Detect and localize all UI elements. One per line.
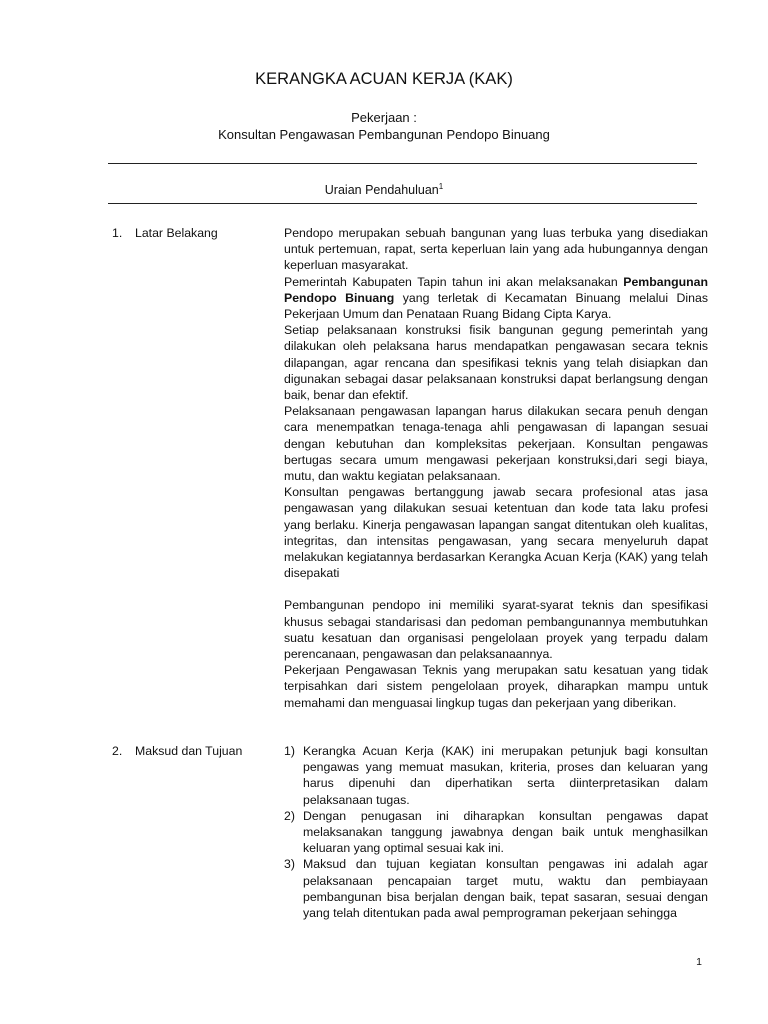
- project-name-bold: Pembangunan Pendopo Binuang: [284, 274, 708, 305]
- objectives-list: [284, 743, 708, 921]
- paragraph: Pelaksanaan pengawasan lapangan harus dilakukan secara penuh dengan cara menempatkan tenaga-tenaga ahli pengawasan di lapangan sesuai dengan kebutuhan dan kompleksitas pekerjaan. Konsultan pengawas bertugas secara umum mengawasi pekerjaan konstruksi,dari segi biaya, mutu, dan waktu kegiatan pelaksanaan.: [284, 404, 708, 484]
- section-title: Latar Belakang: [135, 226, 218, 240]
- top-divider: [108, 163, 697, 164]
- intro-heading: [0, 182, 768, 198]
- section-title: Maksud dan Tujuan: [135, 744, 243, 758]
- list-item-number: 3): [284, 857, 295, 872]
- job-name: Konsultan Pengawasan Pembangunan Pendopo Binuang: [218, 127, 550, 142]
- intro-heading-text: Uraian Pendahuluan: [324, 183, 439, 197]
- paragraph: [284, 274, 708, 323]
- list-item-text: Dengan penugasan ini diharapkan konsultan pengawas dapat melaksanakan tanggung jawabnya dengan baik untuk menghasilkan keluaran yang optimal sesuai kak ini.: [303, 808, 708, 856]
- document-title: KERANGKA ACUAN KERJA (KAK): [255, 70, 513, 88]
- bottom-divider: [108, 203, 697, 204]
- footnote-ref: 1: [438, 181, 444, 191]
- section-body: [284, 225, 708, 711]
- paragraph-text: yang terletak di Kecamatan Binuang melalui Dinas Pekerjaan Umum dan Penataan Ruang Bidang Cipta Karya.: [284, 290, 708, 322]
- paragraph: Pekerjaan Pengawasan Teknis yang merupakan satu kesatuan yang tidak terpisahkan dari sistem pengelolaan proyek, diharapkan mampu untuk memahami dan menguasai lingkup tugas dan pekerjaan yang diberikan.: [284, 663, 708, 710]
- section-body: [284, 743, 708, 921]
- paragraph: Konsultan pengawas bertanggung jawab secara profesional atas jasa pengawasan yang dilakukan sesuai ketentuan dan kode tata laku profesi yang berlaku. Kinerja pengawasan lapangan sangat ditentukan oleh kualitas, integritas, dan intensitas pengawasan, yang secara menyeluruh dapat melakukan kegiatannya berdasarkan Kerangka Acuan Kerja (KAK) yang telah disepakati: [284, 485, 708, 581]
- list-item: [284, 808, 708, 857]
- list-item-text: Kerangka Acuan Kerja (KAK) ini merupakan petunjuk bagi konsultan pengawas yang memuat masukan, kriteria, proses dan keluaran yang harus dipenuhi dan diperhatikan serta diinterpretasikan dalam pelaksanaan tugas.: [303, 744, 708, 807]
- paragraph: Pembangunan pendopo ini memiliki syarat-syarat teknis dan spesifikasi khusus sebagai standarisasi dan pedoman pembangunannya membutuhkan suatu kesatuan dan organisasi pengelolaan proyek yang terpadu dalam perencanaan, pengawasan dan pelaksanaannya.: [284, 598, 708, 662]
- paragraph: Setiap pelaksanaan konstruksi fisik bangunan gegung pemerintah yang dilakukan oleh pelaksana harus mendapatkan pengawasan secara teknis dilapangan, agar rencana dan spesifikasi teknis yang telah disiapkan dan digunakan sebagai dasar pelaksanaan konstruksi dapat berlangsung dengan baik, benar dan efektif.: [284, 323, 708, 403]
- paragraph-text: Pemerintah Kabupaten Tapin tahun ini akan melaksanakan: [284, 274, 624, 289]
- list-item-text: Maksud dan tujuan kegiatan konsultan pengawas ini adalah agar pelaksanaan pencapaian target mutu, waktu dan pembiayaan pembangunan bisa berjalan dengan baik, tepat sasaran, sesuai dengan yang telah ditentukan pada awal pemprograman pekerjaan sehingga: [303, 857, 708, 921]
- section-number: 1.: [112, 226, 123, 240]
- job-label: Pekerjaan :: [351, 110, 417, 125]
- paragraph: Pendopo merupakan sebuah bangunan yang luas terbuka yang disediakan untuk pertemuan, rapat, serta keperluan lain yang ada hubungannya dengan keperluan masyarakat.: [284, 226, 708, 273]
- list-item: [284, 856, 708, 921]
- list-item-number: 1): [284, 744, 295, 758]
- list-item: [284, 743, 708, 808]
- list-item-number: 2): [284, 808, 295, 823]
- page-number: 1: [696, 956, 702, 968]
- section-number: 2.: [112, 744, 123, 758]
